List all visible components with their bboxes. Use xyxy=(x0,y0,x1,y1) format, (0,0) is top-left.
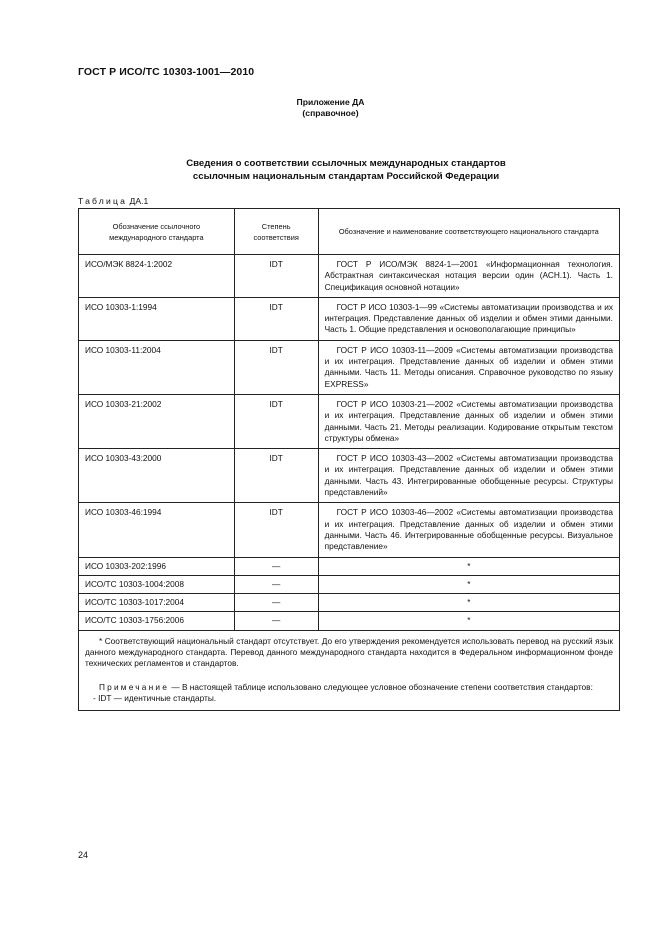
intl-standard-cell: ИСО 10303-43:2000 xyxy=(79,449,235,503)
national-standard-cell: ГОСТ Р ИСО/МЭК 8824-1—2001 «Информационная технология. Абстрактная синтаксическая нотация версии один (АСН.1). Часть 1. Спецификация основной нотации» xyxy=(318,255,619,298)
standards-table xyxy=(78,208,620,711)
national-standard-cell: ГОСТ Р ИСО 10303-11—2009 «Системы автоматизации производства и их интеграция. Представление данных об изделии и обмен этими данными. Часть 11. Методы описания. Справочное руководство по языку EXPRESS» xyxy=(318,340,619,394)
appendix-block xyxy=(0,97,661,119)
degree-cell: IDT xyxy=(234,394,318,448)
intl-standard-cell: ИСО 10303-11:2004 xyxy=(79,340,235,394)
appendix-subtitle: (справочное) xyxy=(302,108,359,118)
degree-cell: IDT xyxy=(234,297,318,340)
national-standard-cell: * xyxy=(318,575,619,593)
table-row xyxy=(79,449,620,503)
table-row xyxy=(79,255,620,298)
header-degree: Степень соответствия xyxy=(234,209,318,255)
table-row xyxy=(79,503,620,557)
table-row xyxy=(79,297,620,340)
degree-cell: — xyxy=(234,575,318,593)
national-standard-cell: ГОСТ Р ИСО 10303-43—2002 «Системы автоматизации производства и их интеграция. Представление данных об изделии и обмен этими данными. Часть 43. Интегрированные обобщенные ресурсы. Структуры представлений» xyxy=(318,449,619,503)
table-label-word: Таблица xyxy=(78,196,128,206)
degree-cell: IDT xyxy=(234,255,318,298)
note-paragraph xyxy=(85,682,613,693)
footnote-row xyxy=(79,630,620,710)
table-row xyxy=(79,575,620,593)
table-row xyxy=(79,340,620,394)
table-row xyxy=(79,557,620,575)
intl-standard-cell: ИСО 10303-46:1994 xyxy=(79,503,235,557)
document-header: ГОСТ Р ИСО/ТС 10303-1001—2010 xyxy=(78,66,255,78)
table-label xyxy=(78,196,148,206)
appendix-title: Приложение ДА xyxy=(296,97,365,107)
national-standard-cell: * xyxy=(318,594,619,612)
note-item: - IDT — идентичные стандарты. xyxy=(93,692,217,703)
national-standard-cell: ГОСТ Р ИСО 10303-21—2002 «Системы автоматизации производства и их интеграция. Представление данных об изделии и обмен этими данными. Часть 21. Методы реализации. Кодирование открытым текстом структуры обмена» xyxy=(318,394,619,448)
national-standard-cell: ГОСТ Р ИСО 10303-46—2002 «Системы автоматизации производства и их интеграция. Представление данных об изделии и обмен этими данными. Часть 46. Интегрированные обобщенные ресурсы. Визуальное представление» xyxy=(318,503,619,557)
header-national-standard: Обозначение и наименование соответствующего национального стандарта xyxy=(318,209,619,255)
note-text: — В настоящей таблице использовано следующее условное обозначение степени соответствия стандартов: xyxy=(169,681,593,692)
page-number: 24 xyxy=(78,850,89,860)
heading-line-1: Сведения о соответствии ссылочных международных стандартов xyxy=(186,158,506,169)
intl-standard-cell: ИСО 10303-21:2002 xyxy=(79,394,235,448)
heading-line-2: ссылочным национальным стандартам Российской Федерации xyxy=(192,170,500,182)
intl-standard-cell: ИСО 10303-202:1996 xyxy=(79,557,235,575)
national-standard-cell: * xyxy=(318,612,619,630)
table-label-number: ДА.1 xyxy=(129,196,149,206)
national-standard-cell: * xyxy=(318,557,619,575)
intl-standard-cell: ИСО/ТС 10303-1756:2006 xyxy=(79,612,235,630)
table-row xyxy=(79,594,620,612)
intl-standard-cell: ИСО/МЭК 8824-1:2002 xyxy=(79,255,235,298)
section-heading xyxy=(0,158,661,183)
national-standard-cell: ГОСТ Р ИСО 10303-1—99 «Системы автоматизации производства и их интеграция. Представление данных об изделии и обмен этими данными. Часть 1. Общие представления и основополагающие принципы» xyxy=(318,297,619,340)
footnote-text: * Соответствующий национальный стандарт отсутствует. До его утверждения рекомендуется использовать перевод на русский язык данного международного стандарта. Перевод данного международного стандарта находится в Федеральном информационном фонде технических регламентов и стандартов. xyxy=(85,635,613,669)
note-label: Примечание xyxy=(99,681,170,692)
intl-standard-cell: ИСО 10303-1:1994 xyxy=(79,297,235,340)
degree-cell: — xyxy=(234,612,318,630)
degree-cell: — xyxy=(234,594,318,612)
degree-cell: IDT xyxy=(234,449,318,503)
table-row xyxy=(79,394,620,448)
degree-cell: IDT xyxy=(234,503,318,557)
degree-cell: — xyxy=(234,557,318,575)
degree-cell: IDT xyxy=(234,340,318,394)
header-intl-standard: Обозначение ссылочного международного стандарта xyxy=(79,209,235,255)
table-row xyxy=(79,612,620,630)
table-header-row xyxy=(79,209,620,255)
intl-standard-cell: ИСО/ТС 10303-1004:2008 xyxy=(79,575,235,593)
footnote-cell xyxy=(79,630,620,710)
intl-standard-cell: ИСО/ТС 10303-1017:2004 xyxy=(79,594,235,612)
